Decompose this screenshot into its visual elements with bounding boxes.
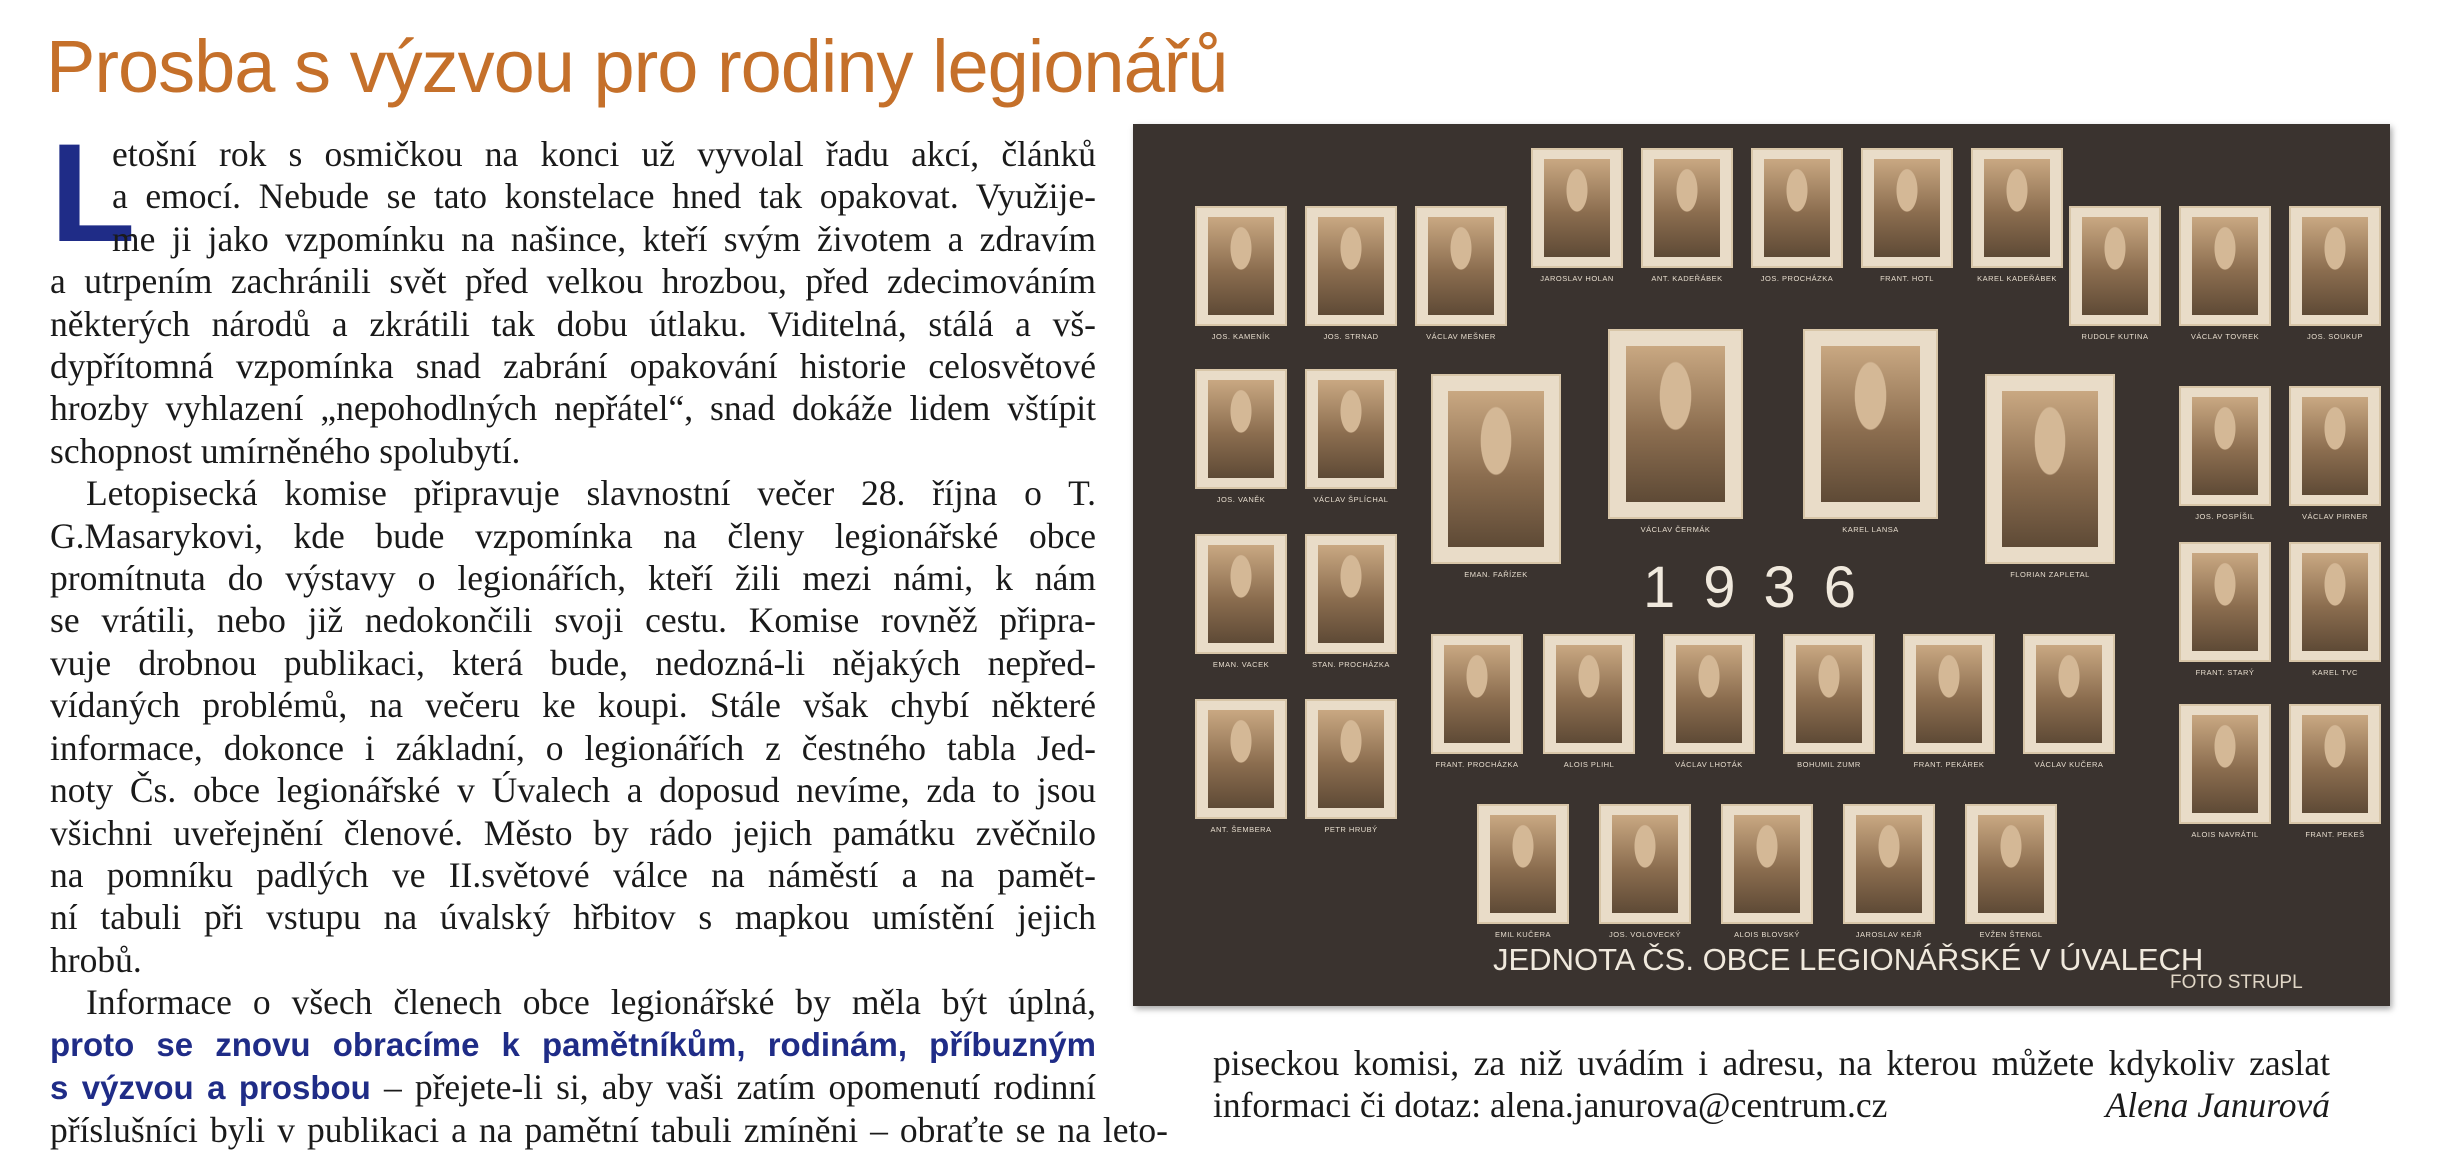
portrait-photo	[1803, 329, 1938, 519]
portrait-photo	[1195, 534, 1287, 654]
article-tail	[1213, 1042, 2330, 1127]
portrait-image	[1676, 645, 1743, 742]
portrait-name-label: JOS. SOUKUP	[2307, 332, 2363, 341]
portrait-name-label: RUDOLF KUTINA	[2081, 332, 2149, 341]
portrait-image	[2082, 217, 2149, 314]
text-line: vídaných problémů, na večeru ke koupi. Stále však chybí některé	[50, 685, 1096, 726]
text-line: a emocí. Nebude se tato konstelace hned tak opakovat. Využije-	[112, 176, 1096, 217]
text-line: všichni uveřejnění členové. Město by rádo jejich památku zvěčnilo	[50, 812, 1096, 853]
contact-line	[1213, 1084, 2330, 1126]
portrait-image	[1318, 217, 1385, 314]
portrait-image	[1490, 815, 1557, 912]
contact-text: informaci či dotaz: alena.janurova@centrum.cz	[1213, 1085, 1888, 1126]
portrait-name-label: ALOIS BLOVSKÝ	[1734, 930, 1800, 939]
portrait-name-label: JOS. KAMENÍK	[1211, 332, 1271, 341]
highlight-text: s výzvou a prosbou	[50, 1068, 371, 1106]
portrait-name-label: VÁCLAV KUČERA	[2034, 760, 2104, 769]
portrait-image	[2302, 553, 2369, 650]
text-line: a utrpením zachránili svět před velkou hrozbou, před zdecimováním	[50, 261, 1096, 302]
portrait-image	[2192, 397, 2259, 494]
portrait-photo	[1195, 699, 1287, 819]
portrait-image	[1318, 380, 1385, 477]
portrait-photo	[2179, 542, 2271, 662]
portrait-photo	[1861, 148, 1953, 268]
portrait-name-label: VÁCLAV TOVREK	[2190, 332, 2260, 341]
portrait-name-label: FRANT. STARÝ	[2195, 668, 2255, 677]
portrait-image	[1556, 645, 1623, 742]
portrait-photo	[1965, 804, 2057, 924]
portrait-photo	[2289, 542, 2381, 662]
portrait-image	[2302, 715, 2369, 812]
text-line: etošní rok s osmičkou na konci už vyvolal řadu akcí, článků	[112, 134, 1096, 174]
portrait-image	[1796, 645, 1863, 742]
portrait-name-label: BOHUMIL ZUMR	[1797, 760, 1861, 769]
portrait-photo	[1971, 148, 2063, 268]
portrait-image	[1444, 645, 1511, 742]
text-line: Informace o všech členech obce legionářské by měla být úplná,	[86, 982, 1096, 1023]
text-line: hrobů.	[50, 939, 142, 980]
portrait-image	[1874, 159, 1941, 256]
text-line: dypřítomná vzpomínka snad zabrání opakování historie celosvětové	[50, 346, 1096, 387]
text-line: me ji jako vzpomínku na našince, kteří svým životem a zdravím	[112, 218, 1096, 259]
portrait-image	[2192, 715, 2259, 812]
text-line: na pomníku padlých ve II.světové válce na náměstí a na pamět-	[50, 854, 1096, 895]
text-line: vuje drobnou publikaci, která bude, nedozná-li nějakých nepřed-	[50, 642, 1096, 683]
portrait-image	[1764, 159, 1831, 256]
highlight-text: proto se znovu obracíme k pamětníkům, rodinám, příbuzným	[50, 1025, 1096, 1063]
portrait-name-label: KAREL TVC	[2312, 668, 2358, 677]
portrait-image	[2192, 217, 2259, 314]
portrait-image	[1654, 159, 1721, 256]
portrait-photo	[2023, 634, 2115, 754]
portrait-photo	[2179, 386, 2271, 506]
paragraph-1	[50, 114, 1096, 472]
portrait-name-label: KAREL LANSA	[1842, 525, 1899, 534]
portrait-name-label: JAROSLAV HOLAN	[1540, 274, 1614, 283]
portrait-image	[2302, 217, 2369, 314]
portrait-name-label: ALOIS PLIHL	[1563, 760, 1615, 769]
portrait-photo	[1195, 206, 1287, 326]
portrait-name-label: FRANT. PEKÁREK	[1913, 760, 1985, 769]
group-photo-tableau	[1133, 124, 2390, 1006]
portrait-image	[1318, 710, 1385, 807]
photo-caption: JEDNOTA ČS. OBCE LEGIONÁŘSKÉ V ÚVALECH	[1493, 942, 2204, 977]
portrait-photo	[2289, 704, 2381, 824]
portrait-name-label: ANT. ŠEMBERA	[1210, 825, 1272, 834]
portrait-name-label: EMAN. VACEK	[1212, 660, 1270, 669]
portrait-photo	[2289, 386, 2381, 506]
portrait-name-label: VÁCLAV ČERMÁK	[1640, 525, 1711, 534]
portrait-name-label: JAROSLAV KEJŘ	[1855, 930, 1923, 939]
portrait-image	[1208, 710, 1275, 807]
portrait-image	[2002, 391, 2098, 547]
text-line: ní tabuli při vstupu na úvalský hřbitov s mapkou umístění jejich	[50, 897, 1096, 938]
text-line: příslušníci byli v publikaci a na pamětní tabuli zmíněni – obraťte se na leto-	[50, 1110, 1168, 1151]
portrait-photo	[1531, 148, 1623, 268]
article-body	[50, 114, 1168, 1152]
text-line: se vrátili, nebo již nedokončili svoji cestu. Komise rovněž připra-	[50, 600, 1096, 641]
portrait-image	[1734, 815, 1801, 912]
portrait-photo	[2179, 704, 2271, 824]
text-line: G.Masarykovi, kde bude vzpomínka na členy legionářské obce	[50, 515, 1096, 556]
portrait-name-label: FRANT. PROCHÁZKA	[1435, 760, 1519, 769]
text-line: piseckou komisi, za niž uvádím i adresu, na kterou můžete kdykoliv zaslat	[1213, 1043, 2330, 1083]
portrait-photo	[1305, 699, 1397, 819]
portrait-photo	[2289, 206, 2381, 326]
portrait-name-label: EMIL KUČERA	[1494, 930, 1552, 939]
article-title: Prosba s výzvou pro rodiny legionářů	[46, 25, 1228, 108]
portrait-image	[1208, 380, 1275, 477]
portrait-photo	[1431, 634, 1523, 754]
text-line: noty Čs. obce legionářské v Úvalech a doposud nevíme, zda to jsou	[50, 770, 1096, 811]
portrait-image	[1626, 346, 1726, 502]
text-line	[50, 1066, 1096, 1109]
portrait-photo	[1903, 634, 1995, 754]
portrait-image	[1916, 645, 1983, 742]
portrait-image	[1978, 815, 2045, 912]
portrait-photo	[2069, 206, 2161, 326]
portrait-photo	[1477, 804, 1569, 924]
portrait-image	[1544, 159, 1611, 256]
portrait-name-label: VÁCLAV LHOTÁK	[1675, 760, 1743, 769]
portrait-photo	[1663, 634, 1755, 754]
portrait-name-label: VÁCLAV ŠPLÍCHAL	[1313, 495, 1389, 504]
portrait-name-label: STAN. PROCHÁZKA	[1312, 660, 1390, 669]
portrait-photo	[1431, 374, 1561, 564]
portrait-image	[2192, 553, 2259, 650]
portrait-photo	[1751, 148, 1843, 268]
portrait-image	[1821, 346, 1921, 502]
portrait-name-label: KAREL KADEŘÁBEK	[1977, 274, 2057, 283]
portrait-name-label: FRANT. HOTL	[1880, 274, 1934, 283]
paragraph-2	[50, 472, 1096, 981]
portrait-image	[1612, 815, 1679, 912]
portrait-name-label: ANT. KADEŘÁBEK	[1651, 274, 1723, 283]
portrait-photo	[1305, 369, 1397, 489]
portrait-photo	[1641, 148, 1733, 268]
portrait-name-label: JOS. POSPÍŠIL	[2195, 512, 2255, 521]
portrait-image	[1428, 217, 1495, 314]
text-line: některých národů a zkrátili tak dobu útlaku. Viditelná, stálá a vš-	[50, 303, 1096, 344]
portrait-image	[1856, 815, 1923, 912]
portrait-name-label: JOS. VANĚK	[1216, 495, 1266, 504]
portrait-image	[1984, 159, 2051, 256]
portrait-image	[2302, 397, 2369, 494]
portrait-photo	[2179, 206, 2271, 326]
portrait-name-label: JOS. VOLOVECKÝ	[1608, 930, 1682, 939]
portrait-photo	[1599, 804, 1691, 924]
portrait-photo	[1305, 206, 1397, 326]
portrait-photo	[1543, 634, 1635, 754]
portrait-name-label: VÁCLAV MEŠNER	[1426, 332, 1496, 341]
portrait-photo	[1305, 534, 1397, 654]
portrait-name-label: JOS. PROCHÁZKA	[1760, 274, 1834, 283]
portrait-image	[2036, 645, 2103, 742]
text-line: Letopisecká komise připravuje slavnostní večer 28. října o T.	[86, 473, 1096, 514]
author-name: Alena Janurová	[2105, 1085, 2330, 1126]
portrait-photo	[1985, 374, 2115, 564]
portrait-name-label: JOS. STRNAD	[1323, 332, 1379, 341]
text-line: promítnuta do výstavy o legionářích, kteří žili mezi námi, k nám	[50, 558, 1096, 599]
text-line: informace, dokonce i základní, o legionářích z čestného tabla Jed-	[50, 727, 1096, 768]
portrait-name-label: EMAN. FAŘÍZEK	[1464, 570, 1528, 579]
text-line: hrozby vyhlazení „nepohodlných nepřátel“, snad dokáže lidem vštípit	[50, 388, 1096, 429]
drop-cap: L	[50, 114, 136, 271]
portrait-name-label: EVŽEN ŠTENGL	[1979, 930, 2043, 939]
portrait-name-label: VÁCLAV PIRNER	[2302, 512, 2368, 521]
portrait-image	[1208, 545, 1275, 642]
text-fragment: – přejete-li si, aby vaši zatím opomenutí rodinní	[370, 1066, 1096, 1107]
text-line: schopnost umírněného spolubytí.	[50, 430, 521, 471]
portrait-name-label: PETR HRUBÝ	[1324, 825, 1378, 834]
portrait-name-label: FRANT. PEKEŠ	[2305, 830, 2365, 839]
portrait-photo	[1415, 206, 1507, 326]
portrait-image	[1208, 217, 1275, 314]
portrait-photo	[1195, 369, 1287, 489]
paragraph-3	[50, 981, 1168, 1152]
photo-credit: FOTO STRUPL	[2170, 972, 2303, 993]
portrait-photo	[1783, 634, 1875, 754]
portrait-name-label: FLORIAN ZAPLETAL	[2010, 570, 2090, 579]
portrait-name-label: ALOIS NAVRÁTIL	[2191, 830, 2259, 839]
portrait-photo	[1608, 329, 1743, 519]
portrait-image	[1318, 545, 1385, 642]
portrait-photo	[1843, 804, 1935, 924]
portrait-image	[1448, 391, 1544, 547]
portrait-photo	[1721, 804, 1813, 924]
photo-year: 1936	[1643, 555, 1885, 620]
